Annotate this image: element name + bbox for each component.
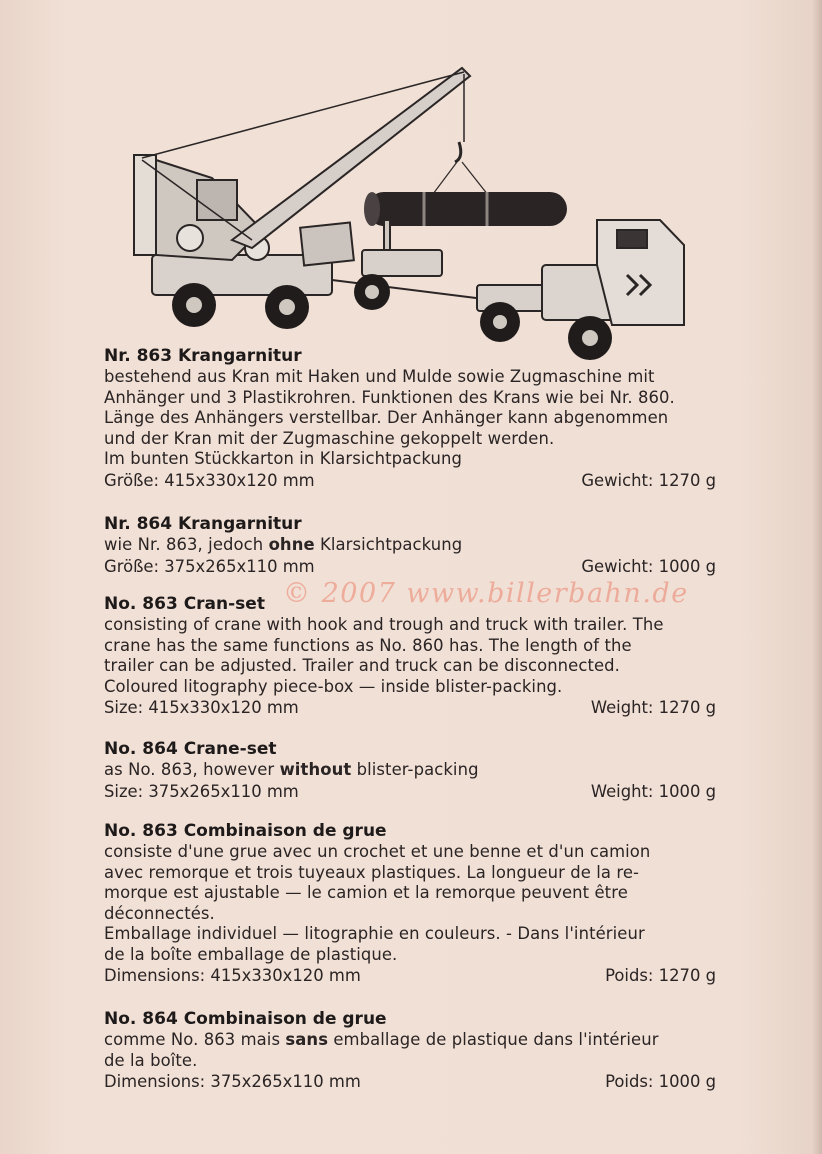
body-line: trailer can be adjusted. Trailer and truck can be disconnected. — [104, 656, 620, 675]
weight-text: Poids: 1270 g — [605, 966, 716, 985]
text-run: as No. 863, however — [104, 760, 280, 779]
size-text: Size: 375x265x110 mm — [104, 781, 299, 801]
section-heading: No. 863 Combinaison de grue — [104, 821, 387, 841]
emphasis-text: without — [279, 760, 352, 779]
section-863-de — [104, 345, 716, 491]
crane-truck-illustration — [112, 60, 702, 365]
weight-text: Gewicht: 1270 g — [581, 470, 716, 490]
section-heading: Nr. 863 Krangarnitur — [104, 346, 302, 366]
body-line — [104, 535, 716, 556]
body-line: crane has the same functions as No. 860 has. The length of the — [104, 635, 632, 655]
copyright-watermark: © 2007 www.billerbahn.de — [283, 578, 689, 609]
page-edge-shadow — [812, 0, 822, 1154]
body-line — [104, 1030, 716, 1051]
size-weight-row — [104, 1071, 716, 1092]
section-864-en — [104, 738, 716, 802]
size-weight-row — [104, 781, 716, 802]
tractor-truck — [542, 220, 684, 325]
size-weight-row — [104, 697, 716, 718]
weight-text: Gewicht: 1000 g — [581, 556, 716, 576]
weight-text: Weight: 1000 g — [590, 781, 716, 801]
text-run: blister-packing — [351, 760, 479, 779]
emphasis-text: ohne — [268, 535, 315, 554]
size-text: Dimensions: 375x265x110 mm — [104, 1072, 361, 1091]
body-line — [104, 760, 716, 781]
size-text: Size: 415x330x120 mm — [104, 698, 299, 717]
size-weight-row — [104, 556, 716, 577]
body-line: Im bunten Stückkarton in Klarsichtpackung — [104, 449, 462, 468]
section-heading: No. 863 Cran-set — [104, 594, 265, 614]
text-run: comme No. 863 mais — [104, 1030, 286, 1049]
text-run: emballage de plastique dans l'intérieur — [328, 1030, 659, 1049]
section-heading: No. 864 Crane-set — [104, 739, 277, 759]
body-line: avec remorque et trois tuyeaux plastiques. La longueur de la re- — [104, 862, 640, 882]
body-line: consiste d'une grue avec un crochet et une benne et d'un camion — [104, 842, 651, 861]
size-text: Dimensions: 415x330x120 mm — [104, 966, 361, 985]
body-line: Anhänger und 3 Plastikrohren. Funktionen des Krans wie bei Nr. 860. — [104, 387, 675, 407]
body-line: de la boîte emballage de plastique. — [104, 944, 398, 964]
body-line: und der Kran mit der Zugmaschine gekoppelt werden. — [104, 428, 555, 448]
body-line: consisting of crane with hook and trough and truck with trailer. The — [104, 615, 664, 634]
size-text: Größe: 375x265x110 mm — [104, 556, 315, 576]
size-weight-row — [104, 965, 716, 986]
emphasis-text: sans — [285, 1030, 329, 1049]
section-864-de — [104, 513, 716, 577]
body-line: bestehend aus Kran mit Haken und Mulde sowie Zugmaschine mit — [104, 367, 655, 386]
section-863-en — [104, 593, 716, 718]
section-864-fr — [104, 1008, 716, 1092]
weight-text: Weight: 1270 g — [590, 698, 716, 717]
size-weight-row — [104, 470, 716, 491]
body-line: de la boîte. — [104, 1050, 198, 1070]
size-text: Größe: 415x330x120 mm — [104, 470, 315, 490]
text-run: wie Nr. 863, jedoch — [104, 535, 269, 554]
section-863-fr — [104, 820, 716, 986]
body-line: Coloured litography piece-box — inside blister-packing. — [104, 676, 563, 696]
body-line: Emballage individuel — litographie en couleurs. - Dans l'intérieur — [104, 924, 645, 943]
pipe-load — [364, 192, 567, 226]
text-run: Klarsichtpackung — [314, 535, 463, 554]
section-heading: No. 864 Combinaison de grue — [104, 1009, 387, 1029]
body-line: Länge des Anhängers verstellbar. Der Anhänger kann abgenommen — [104, 408, 669, 427]
section-heading: Nr. 864 Krangarnitur — [104, 514, 302, 534]
weight-text: Poids: 1000 g — [605, 1072, 716, 1091]
body-line: morque est ajustable — le camion et la remorque peuvent être — [104, 883, 628, 902]
body-line: déconnectés. — [104, 903, 215, 923]
